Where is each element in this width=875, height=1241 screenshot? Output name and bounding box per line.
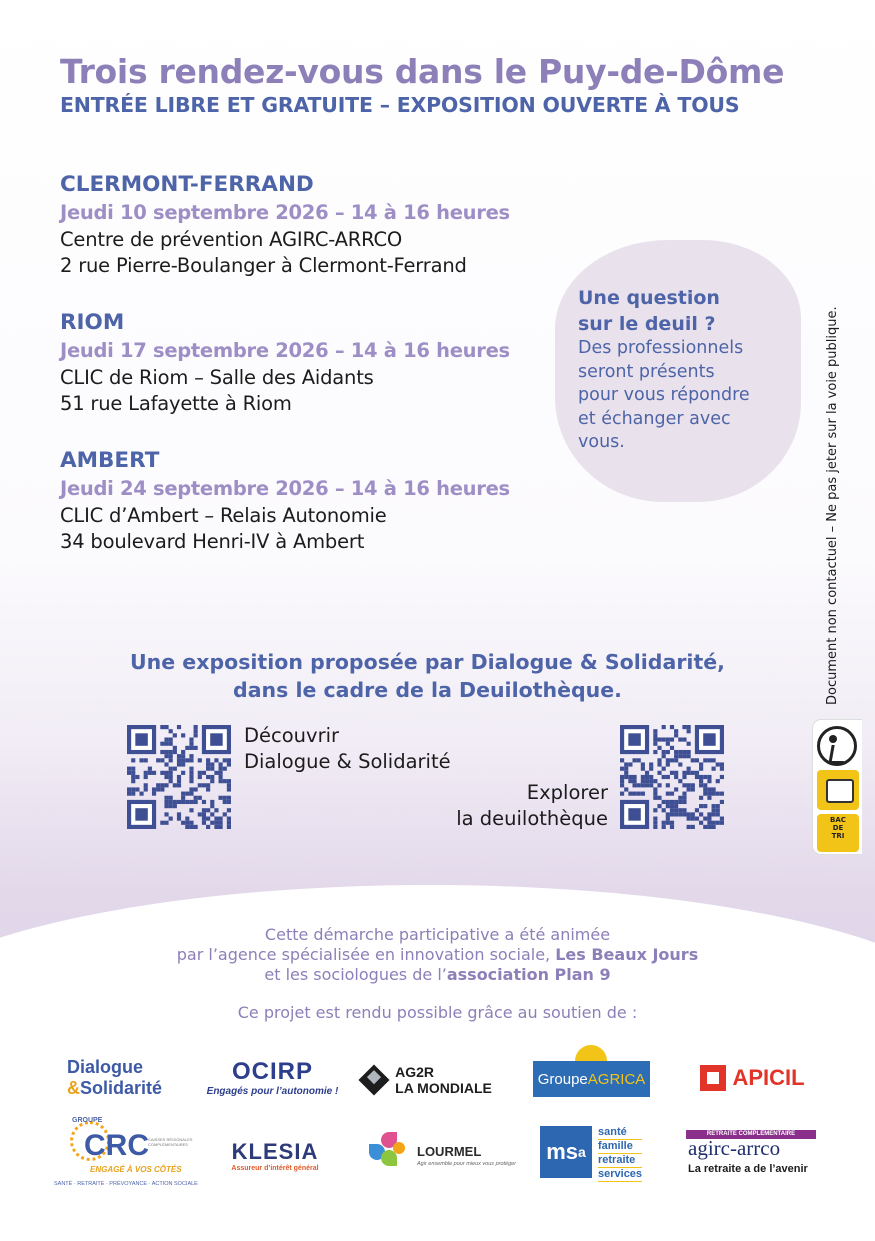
qr-caption-line: la deuilothèque bbox=[456, 807, 608, 830]
event-place: Centre de prévention AGIRC-ARRCO bbox=[60, 228, 403, 251]
event-clermont bbox=[60, 171, 560, 279]
credit-line: Cette démarche participative a été animée bbox=[264, 925, 611, 944]
logo-lourmel bbox=[365, 1130, 515, 1175]
logo-slogan: La retraite a de l’avenir bbox=[688, 1163, 808, 1175]
side-notice: Document non contactuel – Ne pas jeter sur la voie publique. bbox=[825, 306, 840, 705]
logo-text: AGRICA bbox=[587, 1070, 646, 1088]
event-riom bbox=[60, 309, 560, 417]
logo-tagline: ENGAGÉ À VOS CÔTÉS bbox=[90, 1165, 182, 1174]
exposition-line: dans le cadre de la Deuilothèque. bbox=[233, 678, 622, 702]
qr-caption-line: Explorer bbox=[526, 781, 608, 804]
logo-text: OCIRP bbox=[231, 1058, 313, 1085]
recycling-bin-icon bbox=[817, 814, 859, 852]
logo-text: services bbox=[598, 1168, 643, 1180]
page-title: Trois rendez-vous dans le Puy-de-Dôme bbox=[60, 52, 785, 91]
bubble-answer-line: et échanger avec bbox=[578, 408, 731, 429]
credit-association: association Plan 9 bbox=[446, 965, 611, 984]
lourmel-petal-icon bbox=[393, 1142, 405, 1154]
event-date: Jeudi 10 septembre 2026 – 14 à 16 heures bbox=[60, 201, 510, 224]
triman-icon bbox=[817, 726, 857, 766]
bubble-question-line: sur le deuil ? bbox=[578, 313, 716, 335]
event-place: CLIC de Riom – Salle des Aidants bbox=[60, 366, 374, 389]
logo-text: LOURMEL bbox=[417, 1144, 482, 1159]
event-place: CLIC d’Ambert – Relais Autonomie bbox=[60, 504, 387, 527]
logo-footer: SANTÉ · RETRAITE · PRÉVOYANCE · ACTION SOCIALE bbox=[54, 1181, 198, 1187]
logo-tagline: Agir ensemble pour mieux vous protéger bbox=[417, 1161, 517, 1167]
ag2r-icon bbox=[359, 1064, 390, 1095]
event-address: 2 rue Pierre-Boulanger à Clermont-Ferrand bbox=[60, 254, 467, 277]
bin-label: TRI bbox=[831, 832, 845, 840]
logo-tagline: RETRAITE COMPLÉMENTAIRE bbox=[686, 1130, 816, 1139]
logo-text: & bbox=[67, 1077, 80, 1098]
logo-msa bbox=[540, 1126, 655, 1180]
logo-text: Solidarité bbox=[80, 1077, 163, 1098]
qr-caption-line: Dialogue & Solidarité bbox=[244, 750, 451, 773]
event-date: Jeudi 24 septembre 2026 – 14 à 16 heures bbox=[60, 477, 510, 500]
logo-crc bbox=[50, 1115, 200, 1193]
logo-apicil bbox=[690, 1060, 815, 1096]
logo-text: GROUPE bbox=[72, 1117, 103, 1124]
bin-label: DE bbox=[832, 824, 844, 832]
qr-code-dialogue-solidarite[interactable] bbox=[127, 725, 231, 829]
logo-agirc-arrco bbox=[686, 1130, 816, 1180]
event-date: Jeudi 17 septembre 2026 – 14 à 16 heures bbox=[60, 339, 510, 362]
bubble-answer-line: vous. bbox=[578, 432, 625, 452]
event-city: CLERMONT-FERRAND bbox=[60, 172, 314, 197]
credits-text bbox=[0, 925, 875, 985]
logo-text: CRC bbox=[84, 1129, 149, 1162]
support-text: Ce projet est rendu possible grâce au soutien de : bbox=[237, 1003, 638, 1022]
credit-agency: Les Beaux Jours bbox=[555, 945, 699, 964]
logo-text: santé bbox=[598, 1126, 642, 1140]
logo-dialogue-solidarite bbox=[55, 1050, 195, 1105]
page-subtitle: ENTRÉE LIBRE ET GRATUITE – EXPOSITION OUVERTE À TOUS bbox=[60, 93, 740, 117]
qr-code-deuilotheque[interactable] bbox=[620, 725, 724, 829]
credit-line: et les sociologues de l’ bbox=[264, 965, 447, 984]
event-city: AMBERT bbox=[60, 448, 160, 473]
qr-caption-left bbox=[244, 723, 451, 775]
bubble-answer-line: pour vous répondre bbox=[578, 385, 750, 405]
logo-text: KLESIA bbox=[231, 1138, 319, 1164]
bubble-answer-line: seront présents bbox=[578, 361, 715, 382]
logo-tagline: Engagés pour l’autonomie ! bbox=[206, 1086, 339, 1097]
event-address: 34 boulevard Henri-IV à Ambert bbox=[60, 530, 365, 553]
event-address: 51 rue Lafayette à Riom bbox=[60, 392, 292, 415]
credit-line: par l’agence spécialisée en innovation sociale, bbox=[176, 945, 556, 964]
logo-agrica bbox=[533, 1045, 650, 1100]
qr-caption-right bbox=[400, 780, 608, 832]
logo-klesia bbox=[225, 1135, 325, 1175]
logo-ag2r bbox=[350, 1057, 505, 1102]
triman-badge bbox=[812, 719, 862, 855]
logo-text: Dialogue bbox=[67, 1056, 144, 1077]
logo-text: agirc-arrco bbox=[688, 1136, 781, 1160]
bubble-answer-line: Des professionnels bbox=[578, 338, 744, 358]
logo-text: APICIL bbox=[732, 1065, 805, 1090]
logo-text: CAISSES RÉGIONALES COMPLÉMENTAIRES bbox=[148, 1137, 193, 1147]
logo-tagline: Assureur d’intérêt général bbox=[231, 1164, 319, 1172]
logo-text: AG2R bbox=[395, 1063, 435, 1080]
logo-text: famille bbox=[598, 1140, 642, 1154]
paper-recycle-icon bbox=[817, 770, 859, 810]
bin-label: BAC bbox=[830, 816, 846, 824]
event-ambert bbox=[60, 447, 560, 555]
exposition-text bbox=[0, 648, 855, 704]
exposition-line: Une exposition proposée par Dialogue & Solidarité, bbox=[130, 650, 725, 674]
logo-text: Groupe bbox=[537, 1070, 588, 1088]
logo-text: LA MONDIALE bbox=[395, 1079, 492, 1096]
logo-ocirp bbox=[200, 1050, 345, 1105]
event-city: RIOM bbox=[60, 310, 125, 335]
agrica-sun-icon bbox=[575, 1045, 607, 1061]
question-bubble-text bbox=[578, 285, 788, 455]
msa-icon: ms a bbox=[540, 1126, 592, 1178]
qr-caption-line: Découvrir bbox=[244, 724, 340, 747]
apicil-square-icon bbox=[700, 1065, 726, 1091]
logo-text: retraite bbox=[598, 1154, 642, 1168]
bubble-question-line: Une question bbox=[578, 287, 720, 309]
